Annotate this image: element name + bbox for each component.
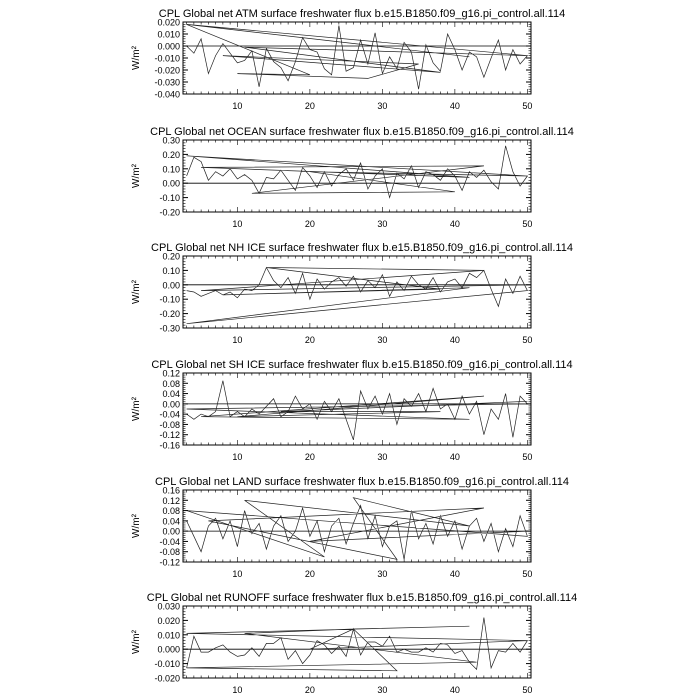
y-tick-label: 0.20 xyxy=(162,251,180,262)
y-tick-label: 0.12 xyxy=(162,495,180,506)
y-tick-label: -0.10 xyxy=(159,294,180,305)
y-tick-label: -0.16 xyxy=(159,440,180,451)
y-axis-label: W/m² xyxy=(131,280,142,304)
x-tick-label: 20 xyxy=(304,335,315,345)
panel-1 xyxy=(131,8,565,111)
panel-title: CPL Global net SH ICE surface freshwater flux b.e15.B1850.f09_g16.pi_control.all.114 xyxy=(151,359,573,371)
y-tick-label: -0.010 xyxy=(154,53,180,64)
y-tick-label: 0.020 xyxy=(157,615,180,626)
panel-2 xyxy=(131,126,574,229)
y-tick-label: -0.30 xyxy=(159,323,180,334)
y-tick-label: 0.08 xyxy=(162,506,180,517)
x-tick-label: 20 xyxy=(304,219,315,229)
data-line xyxy=(187,146,528,198)
data-line xyxy=(187,268,528,324)
y-tick-label: -0.010 xyxy=(154,659,180,670)
x-tick-label: 20 xyxy=(304,685,315,695)
panel-title: CPL Global net ATM surface freshwater flux b.e15.B1850.f09_g16.pi_control.all.114 xyxy=(158,8,566,20)
y-tick-label: 0.00 xyxy=(162,526,180,537)
y-axis-label: W/m² xyxy=(131,164,142,188)
y-tick-label: 0.08 xyxy=(162,378,180,389)
y-axis-label: W/m² xyxy=(131,514,142,538)
y-tick-label: 0.04 xyxy=(162,389,180,400)
x-tick-label: 30 xyxy=(377,685,388,695)
panel-title: CPL Global net NH ICE surface freshwater flux b.e15.B1850.f09_g16.pi_control.all.114 xyxy=(151,242,573,254)
y-tick-label: -0.20 xyxy=(159,207,180,218)
panel-3 xyxy=(131,242,573,345)
x-tick-label: 30 xyxy=(377,101,388,111)
y-tick-label: -0.12 xyxy=(159,557,180,568)
y-tick-label: 0.30 xyxy=(162,135,180,146)
y-tick-label: 0.12 xyxy=(162,368,180,379)
plot-frame xyxy=(183,22,531,94)
x-tick-label: 40 xyxy=(449,219,460,229)
x-tick-label: 50 xyxy=(522,685,533,695)
y-axis-label: W/m² xyxy=(131,397,142,421)
y-tick-label: -0.04 xyxy=(159,536,180,547)
x-tick-label: 40 xyxy=(449,452,460,462)
panel-5 xyxy=(131,476,569,579)
y-tick-label: -0.10 xyxy=(159,193,180,204)
x-tick-label: 10 xyxy=(232,219,243,229)
y-tick-label: 0.010 xyxy=(157,29,180,40)
x-tick-label: 50 xyxy=(522,101,533,111)
x-tick-label: 40 xyxy=(449,335,460,345)
y-tick-label: -0.04 xyxy=(159,409,180,420)
x-tick-label: 10 xyxy=(232,452,243,462)
x-tick-label: 10 xyxy=(232,685,243,695)
data-line xyxy=(187,24,528,89)
x-tick-label: 10 xyxy=(232,101,243,111)
panel-title: CPL Global net LAND surface freshwater flux b.e15.B1850.f09_g16.pi_control.all.114 xyxy=(155,476,569,488)
y-tick-label: -0.12 xyxy=(159,430,180,441)
y-tick-label: 0.000 xyxy=(157,41,180,52)
y-tick-label: 0.10 xyxy=(162,164,180,175)
x-tick-label: 30 xyxy=(377,569,388,579)
panel-4 xyxy=(131,359,573,462)
x-tick-label: 10 xyxy=(232,569,243,579)
x-tick-label: 40 xyxy=(449,101,460,111)
panel-title: CPL Global net RUNOFF surface freshwater flux b.e15.B1850.f09_g16.pi_control.all.114 xyxy=(146,592,578,604)
x-tick-label: 30 xyxy=(377,452,388,462)
y-tick-label: 0.030 xyxy=(157,601,180,612)
x-tick-label: 50 xyxy=(522,219,533,229)
x-tick-label: 30 xyxy=(377,219,388,229)
y-tick-label: -0.040 xyxy=(154,89,180,100)
x-tick-label: 50 xyxy=(522,335,533,345)
panel-title: CPL Global net OCEAN surface freshwater flux b.e15.B1850.f09_g16.pi_control.all.114 xyxy=(150,126,574,138)
y-tick-label: -0.020 xyxy=(154,673,180,684)
data-line xyxy=(187,498,528,560)
y-tick-label: 0.20 xyxy=(162,149,180,160)
x-tick-label: 10 xyxy=(232,335,243,345)
y-tick-label: 0.020 xyxy=(157,17,180,28)
y-tick-label: 0.00 xyxy=(162,399,180,410)
data-line xyxy=(187,618,528,671)
x-tick-label: 20 xyxy=(304,452,315,462)
x-tick-label: 20 xyxy=(304,569,315,579)
y-tick-label: 0.16 xyxy=(162,485,180,496)
data-line xyxy=(187,381,528,440)
y-tick-label: 0.00 xyxy=(162,178,180,189)
x-tick-label: 50 xyxy=(522,569,533,579)
plot-frame xyxy=(183,373,531,445)
y-tick-label: 0.10 xyxy=(162,265,180,276)
y-tick-label: 0.00 xyxy=(162,280,180,291)
y-tick-label: -0.020 xyxy=(154,65,180,76)
y-tick-label: -0.08 xyxy=(159,547,180,558)
y-tick-label: 0.000 xyxy=(157,644,180,655)
y-axis-label: W/m² xyxy=(131,46,142,70)
y-tick-label: -0.030 xyxy=(154,77,180,88)
x-tick-label: 50 xyxy=(522,452,533,462)
y-tick-label: 0.04 xyxy=(162,516,180,527)
x-tick-label: 30 xyxy=(377,335,388,345)
x-tick-label: 40 xyxy=(449,569,460,579)
panel-6 xyxy=(131,592,577,695)
y-tick-label: 0.010 xyxy=(157,630,180,641)
x-tick-label: 40 xyxy=(449,685,460,695)
x-tick-label: 20 xyxy=(304,101,315,111)
y-axis-label: W/m² xyxy=(131,630,142,654)
y-tick-label: -0.08 xyxy=(159,419,180,430)
y-tick-label: -0.20 xyxy=(159,309,180,320)
